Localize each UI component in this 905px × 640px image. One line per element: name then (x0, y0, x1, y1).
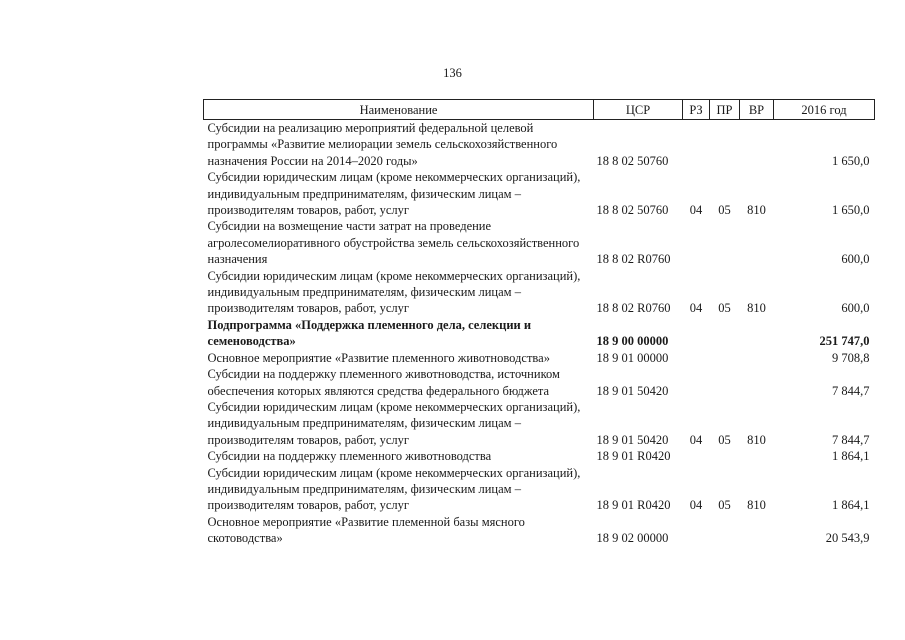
row-name: Субсидии юридическим лицам (кроме некоммерческих организаций), индивидуальным предпринимателям, физическим лицам – производителям товаров, работ, услуг (207, 399, 581, 447)
table-header-row (204, 100, 875, 120)
table-row (204, 514, 875, 547)
row-name: Подпрограмма «Поддержка племенного дела, селекции и семеноводства» (207, 317, 532, 349)
row-amount: 1 864,1 (832, 449, 870, 464)
row-csr: 18 9 02 00000 (596, 531, 669, 546)
row-vr: 810 (747, 498, 766, 513)
row-vr: 810 (747, 203, 766, 218)
row-csr: 18 9 01 50420 (596, 383, 669, 398)
row-rz (683, 366, 710, 399)
row-vr (740, 317, 774, 350)
page-number: 136 (443, 66, 462, 80)
row-csr: 18 9 01 R0420 (596, 498, 671, 513)
header-vr: ВР (740, 100, 774, 120)
row-vr (740, 350, 774, 366)
row-vr (740, 120, 774, 170)
row-amount: 600,0 (841, 252, 870, 267)
row-amount: 9 708,8 (832, 350, 870, 365)
row-csr: 18 8 02 R0760 (596, 301, 671, 316)
row-name: Субсидии на поддержку племенного животноводства (207, 449, 492, 464)
row-pr (710, 448, 740, 464)
header-rz: РЗ (683, 100, 710, 120)
row-name: Субсидии юридическим лицам (кроме некоммерческих организаций), индивидуальным предпринимателям, физическим лицам – производителям товаров, работ, услуг (207, 465, 581, 513)
row-amount: 7 844,7 (832, 432, 870, 447)
row-amount: 20 543,9 (825, 531, 870, 546)
row-pr (710, 366, 740, 399)
row-rz: 04 (689, 432, 703, 447)
row-vr: 810 (747, 432, 766, 447)
row-rz (683, 514, 710, 547)
row-vr (740, 366, 774, 399)
row-amount: 600,0 (841, 301, 870, 316)
row-csr: 18 9 01 00000 (596, 350, 669, 365)
row-rz (683, 218, 710, 267)
row-csr: 18 8 02 50760 (596, 153, 669, 168)
table-row (204, 448, 875, 464)
row-vr (740, 448, 774, 464)
row-csr: 18 9 00 00000 (596, 334, 669, 349)
header-csr: ЦСР (594, 100, 683, 120)
row-rz (683, 448, 710, 464)
table-row (204, 268, 875, 317)
row-pr (710, 120, 740, 170)
row-csr: 18 9 01 50420 (596, 432, 669, 447)
row-pr: 05 (718, 432, 731, 447)
row-rz (683, 317, 710, 350)
row-csr: 18 8 02 50760 (596, 203, 669, 218)
table-row (204, 169, 875, 218)
row-rz (683, 120, 710, 170)
row-pr (710, 514, 740, 547)
row-vr (740, 218, 774, 267)
table-row (204, 120, 875, 170)
row-pr: 05 (718, 203, 731, 218)
table-row (204, 350, 875, 366)
row-vr (740, 514, 774, 547)
row-rz: 04 (689, 203, 703, 218)
row-pr: 05 (718, 498, 731, 513)
row-name: Субсидии на возмещение части затрат на проведение агролесомелиоративного обустройства земель сельскохозяйственного назначения (207, 219, 580, 267)
table-row (204, 465, 875, 514)
row-rz: 04 (689, 301, 703, 316)
row-amount: 1 650,0 (832, 203, 870, 218)
row-csr: 18 9 01 R0420 (596, 449, 671, 464)
header-year: 2016 год (774, 100, 875, 120)
budget-table (203, 99, 875, 547)
row-amount: 1 864,1 (832, 498, 870, 513)
row-rz: 04 (689, 498, 703, 513)
table-row (204, 399, 875, 448)
row-vr: 810 (747, 301, 766, 316)
row-amount: 1 650,0 (832, 153, 870, 168)
row-pr (710, 218, 740, 267)
table-row (204, 366, 875, 399)
row-amount: 251 747,0 (819, 334, 870, 349)
row-name: Субсидии юридическим лицам (кроме некоммерческих организаций), индивидуальным предпринимателям, физическим лицам – производителям товаров, работ, услуг (207, 268, 581, 316)
row-rz (683, 350, 710, 366)
row-pr: 05 (718, 301, 731, 316)
row-pr (710, 350, 740, 366)
row-pr (710, 317, 740, 350)
header-pr: ПР (710, 100, 740, 120)
table-row (204, 218, 875, 267)
row-name: Субсидии на реализацию мероприятий федеральной целевой программы «Развитие мелиорации земель сельскохозяйственного назначения России на 2014–2020 годы» (207, 121, 558, 168)
row-name: Субсидии на поддержку племенного животноводства, источником обеспечения которых являются средства федерального бюджета (207, 367, 560, 398)
row-amount: 7 844,7 (832, 383, 870, 398)
row-name: Основное мероприятие «Развитие племенной базы мясного скотоводства» (207, 514, 525, 546)
row-name: Субсидии юридическим лицам (кроме некоммерческих организаций), индивидуальным предпринимателям, физическим лицам – производителям товаров, работ, услуг (207, 170, 581, 218)
row-csr: 18 8 02 R0760 (596, 252, 671, 267)
row-name: Основное мероприятие «Развитие племенного животноводства» (207, 350, 550, 365)
header-name: Наименование (204, 100, 594, 120)
table-row-subprogram (204, 317, 875, 350)
